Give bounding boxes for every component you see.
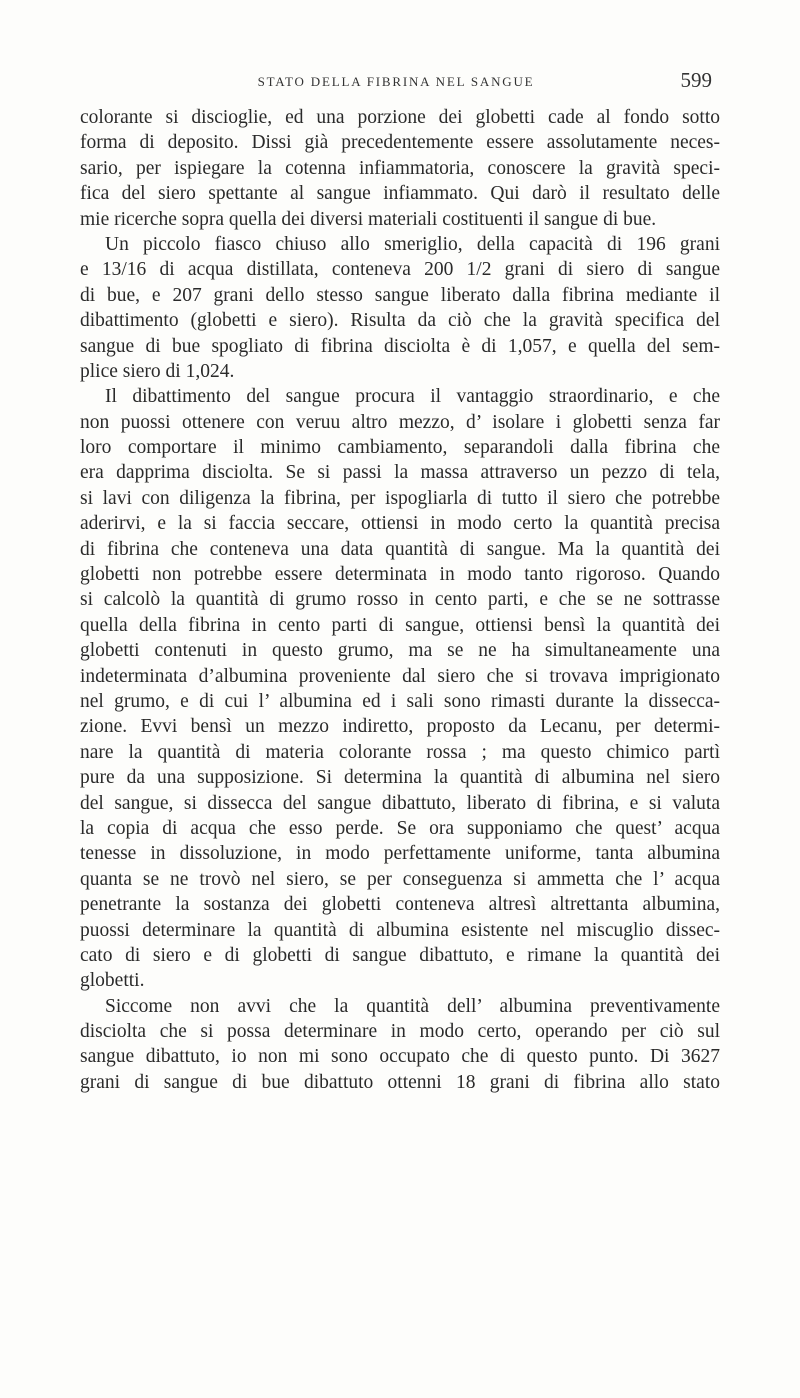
text-line: globetti contenuti in questo grumo, ma se ne ha simultaneamente una — [80, 640, 720, 662]
running-header — [80, 68, 712, 98]
text-line: colorante si discioglie, ed una porzione dei globetti cade al fondo sotto — [80, 107, 720, 128]
text-line: era dapprima disciolta. Se si passi la massa attraverso un pezzo di tela, — [80, 462, 720, 484]
text-line: puossi determinare la quantità di albumina esistente nel miscuglio dissec- — [80, 919, 720, 941]
text-line: di fibrina che conteneva una data quantità di sangue. Ma la quantità dei — [80, 538, 720, 560]
text-line: si lavi con diligenza la fibrina, per ispogliarla di tutto il siero che potrebbe — [80, 487, 720, 509]
text-line: quanta se ne trovò nel siero, se per conseguenza si ammetta che l’ acqua — [80, 868, 720, 890]
text-line: aderirvi, e la si faccia seccare, ottiensi in modo certo la quantità precisa — [80, 513, 720, 535]
text-line: mie ricerche sopra quella dei diversi materiali costituenti il sangue di bue. — [80, 208, 657, 230]
text-line: fica del siero spettante al sangue infiammato. Qui darò il resultato delle — [80, 183, 720, 205]
paragraph-first-line: Un piccolo fiasco chiuso allo smeriglio, della capacità di 196 grani — [105, 233, 720, 255]
text-line: plice siero di 1,024. — [80, 360, 235, 382]
body-text — [80, 105, 720, 1095]
text-line: sangue di bue spogliato di fibrina disciolta è di 1,057, e quella del sem- — [80, 335, 720, 357]
text-line: cato di siero e di globetti di sangue dibattuto, e rimane la quantità dei — [80, 944, 720, 966]
text-line: forma di deposito. Dissi già precedentemente essere assolutamente neces- — [80, 132, 720, 154]
paragraph-first-line: Siccome non avvi che la quantità dell’ albumina preventivamente — [105, 995, 720, 1017]
text-line: nel grumo, e di cui l’ albumina ed i sali sono rimasti durante la dissecca- — [80, 690, 720, 712]
text-line: sangue dibattuto, io non mi sono occupato che di questo punto. Di 3627 — [80, 1046, 720, 1068]
paragraph-first-line: Il dibattimento del sangue procura il vantaggio straordinario, e che — [105, 386, 720, 408]
text-line: pure da una supposizione. Si determina la quantità di albumina nel siero — [80, 767, 720, 789]
page-number: 599 — [680, 68, 712, 92]
text-line: sario, per ispiegare la cotenna infiammatoria, conoscere la gravità speci- — [80, 157, 720, 179]
text-line: la copia di acqua che esso perde. Se ora supponiamo che quest’ acqua — [80, 817, 720, 839]
text-line: del sangue, si dissecca del sangue dibattuto, liberato di fibrina, e si valuta — [80, 792, 720, 814]
text-line: disciolta che si possa determinare in modo certo, operando per ciò sul — [80, 1021, 720, 1043]
text-line: dibattimento (globetti e siero). Risulta da ciò che la gravità specifica del — [80, 310, 720, 332]
text-line: grani di sangue di bue dibattuto ottenni 18 grani di fibrina allo stato — [80, 1071, 720, 1093]
text-line: loro comportare il minimo cambiamento, separandoli dalla fibrina che — [80, 437, 720, 459]
text-line: si calcolò la quantità di grumo rosso in cento parti, e che se ne sottrasse — [80, 589, 720, 611]
text-line: tenesse in dissoluzione, in modo perfettamente uniforme, tanta albumina — [80, 843, 720, 865]
header-title: STATO DELLA FIBRINA NEL SANGUE — [257, 74, 535, 89]
text-line: zione. Evvi bensì un mezzo indiretto, proposto da Lecanu, per determi- — [80, 716, 720, 738]
text-line: indeterminata d’albumina proveniente dal siero che si trovava imprigionato — [80, 665, 720, 687]
text-line: non puossi ottenere con veruu altro mezzo, d’ isolare i globetti senza far — [80, 411, 720, 433]
text-line: penetrante la sostanza dei globetti conteneva altresì altrettanta albumina, — [80, 894, 720, 916]
text-line: globetti non potrebbe essere determinata in modo tanto rigoroso. Quando — [80, 564, 720, 586]
text-line: quella della fibrina in cento parti di sangue, ottiensi bensì la quantità dei — [80, 614, 720, 636]
text-line: e 13/16 di acqua distillata, conteneva 200 1/2 grani di siero di sangue — [80, 259, 720, 281]
text-line: di bue, e 207 grani dello stesso sangue liberato dalla fibrina mediante il — [80, 284, 720, 306]
text-line: nare la quantità di materia colorante rossa ; ma questo chimico partì — [80, 741, 720, 763]
text-line: globetti. — [80, 970, 145, 992]
